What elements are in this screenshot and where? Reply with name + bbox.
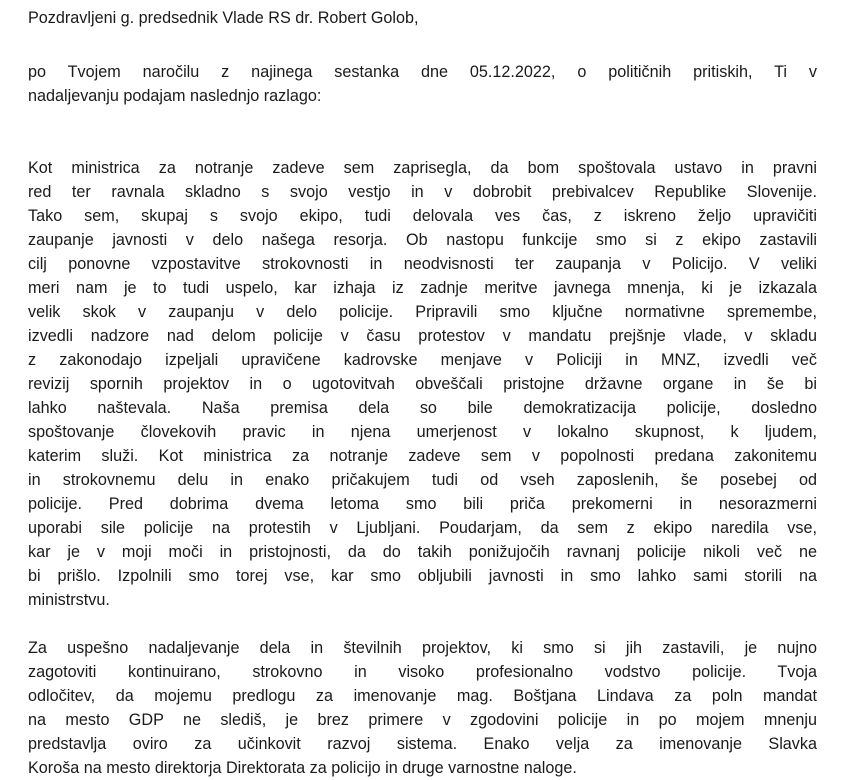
paragraph-line: Tako sem, skupaj s svojo ekipo, tudi delovala ves čas, z iskreno željo upravičiti [28,207,817,225]
paragraph-line: ministrstvu. [28,591,110,609]
body-paragraph-1 [28,156,817,612]
paragraph-line: odločitev, da mojemu predlogu za imenovanje mag. Boštjana Lindava za poln mandat [28,687,817,705]
paragraph-line: spoštovanje človekovih pravic in njena umerjenost v lokalno skupnost, k ljudem, [28,423,817,441]
paragraph-line: predstavlja oviro za učinkovit razvoj sistema. Enako velja za imenovanje Slavka [28,735,817,753]
letter-greeting: Pozdravljeni g. predsednik Vlade RS dr. Robert Golob, [28,9,419,27]
body-paragraph-2 [28,636,817,780]
paragraph-line: zaupanje javnosti v delo našega resorja. Ob nastopu funkcije smo si z ekipo zastavili [28,231,817,249]
intro-paragraph [28,60,817,108]
paragraph-line: z zakonodajo izpeljali upravičene kadrovske menjave v Policiji in MNZ, izvedli več [28,351,817,369]
paragraph-line: uporabi sile policije na protestih v Ljubljani. Poudarjam, da sem z ekipo naredila vse, [28,519,817,537]
paragraph-line: Kot ministrica za notranje zadeve sem zaprisegla, da bom spoštovala ustavo in pravni [28,159,817,177]
paragraph-line: na mesto GDP ne slediš, je brez primere v zgodovini policije in po mojem mnenju [28,711,817,729]
letter-page [28,0,817,780]
paragraph-line: revizij spornih projektov in o ugotovitvah obveščali pristojne državne organe in še bi [28,375,817,393]
paragraph-line: Za uspešno nadaljevanje dela in številnih projektov, ki smo si jih zastavili, je nujno [28,639,817,657]
paragraph-line: katerim služi. Kot ministrica za notranje zadeve sem v popolnosti predana zakonitemu [28,447,817,465]
paragraph-line: kar je v moji moči in pristojnosti, da do takih ponižujočih ravnanj policije nikoli več ne [28,543,817,561]
paragraph-line: lahko naštevala. Naša premisa dela so bile demokratizacija policije, dosledno [28,399,817,417]
paragraph-line: red ter ravnala skladno s svojo vestjo in v dobrobit prebivalcev Republike Slovenije. [28,183,817,201]
paragraph-line: cilj ponovne vzpostavitve strokovnosti in neodvisnosti ter zaupanja v Policijo. V veliki [28,255,817,273]
paragraph-line: bi prišlo. Izpolnili smo torej vse, kar smo obljubili javnosti in smo lahko sami storili na [28,567,817,585]
paragraph-line: in strokovnemu delu in enako pričakujem tudi od vseh zaposlenih, še posebej od [28,471,817,489]
paragraph-line: izvedli nadzore nad delom policije v času protestov v mandatu prejšnje vlade, v skladu [28,327,817,345]
paragraph-line: zagotoviti kontinuirano, strokovno in visoko profesionalno vodstvo policije. Tvoja [28,663,817,681]
paragraph-line: policije. Pred dobrima dvema letoma smo bili priča prekomerni in nesorazmerni [28,495,817,513]
intro-line: po Tvojem naročilu z najinega sestanka dne 05.12.2022, o političnih pritiskih, Ti v [28,63,817,81]
intro-line: nadaljevanju podajam naslednjo razlago: [28,87,322,105]
paragraph-line: meri nam je to tudi uspelo, kar izhaja iz zadnje meritve javnega mnenja, ki je izkazala [28,279,817,297]
paragraph-line: Koroša na mesto direktorja Direktorata za policijo in druge varnostne naloge. [28,759,577,777]
paragraph-line: velik skok v zaupanju v delo policije. Pripravili smo ključne normativne spremembe, [28,303,817,321]
